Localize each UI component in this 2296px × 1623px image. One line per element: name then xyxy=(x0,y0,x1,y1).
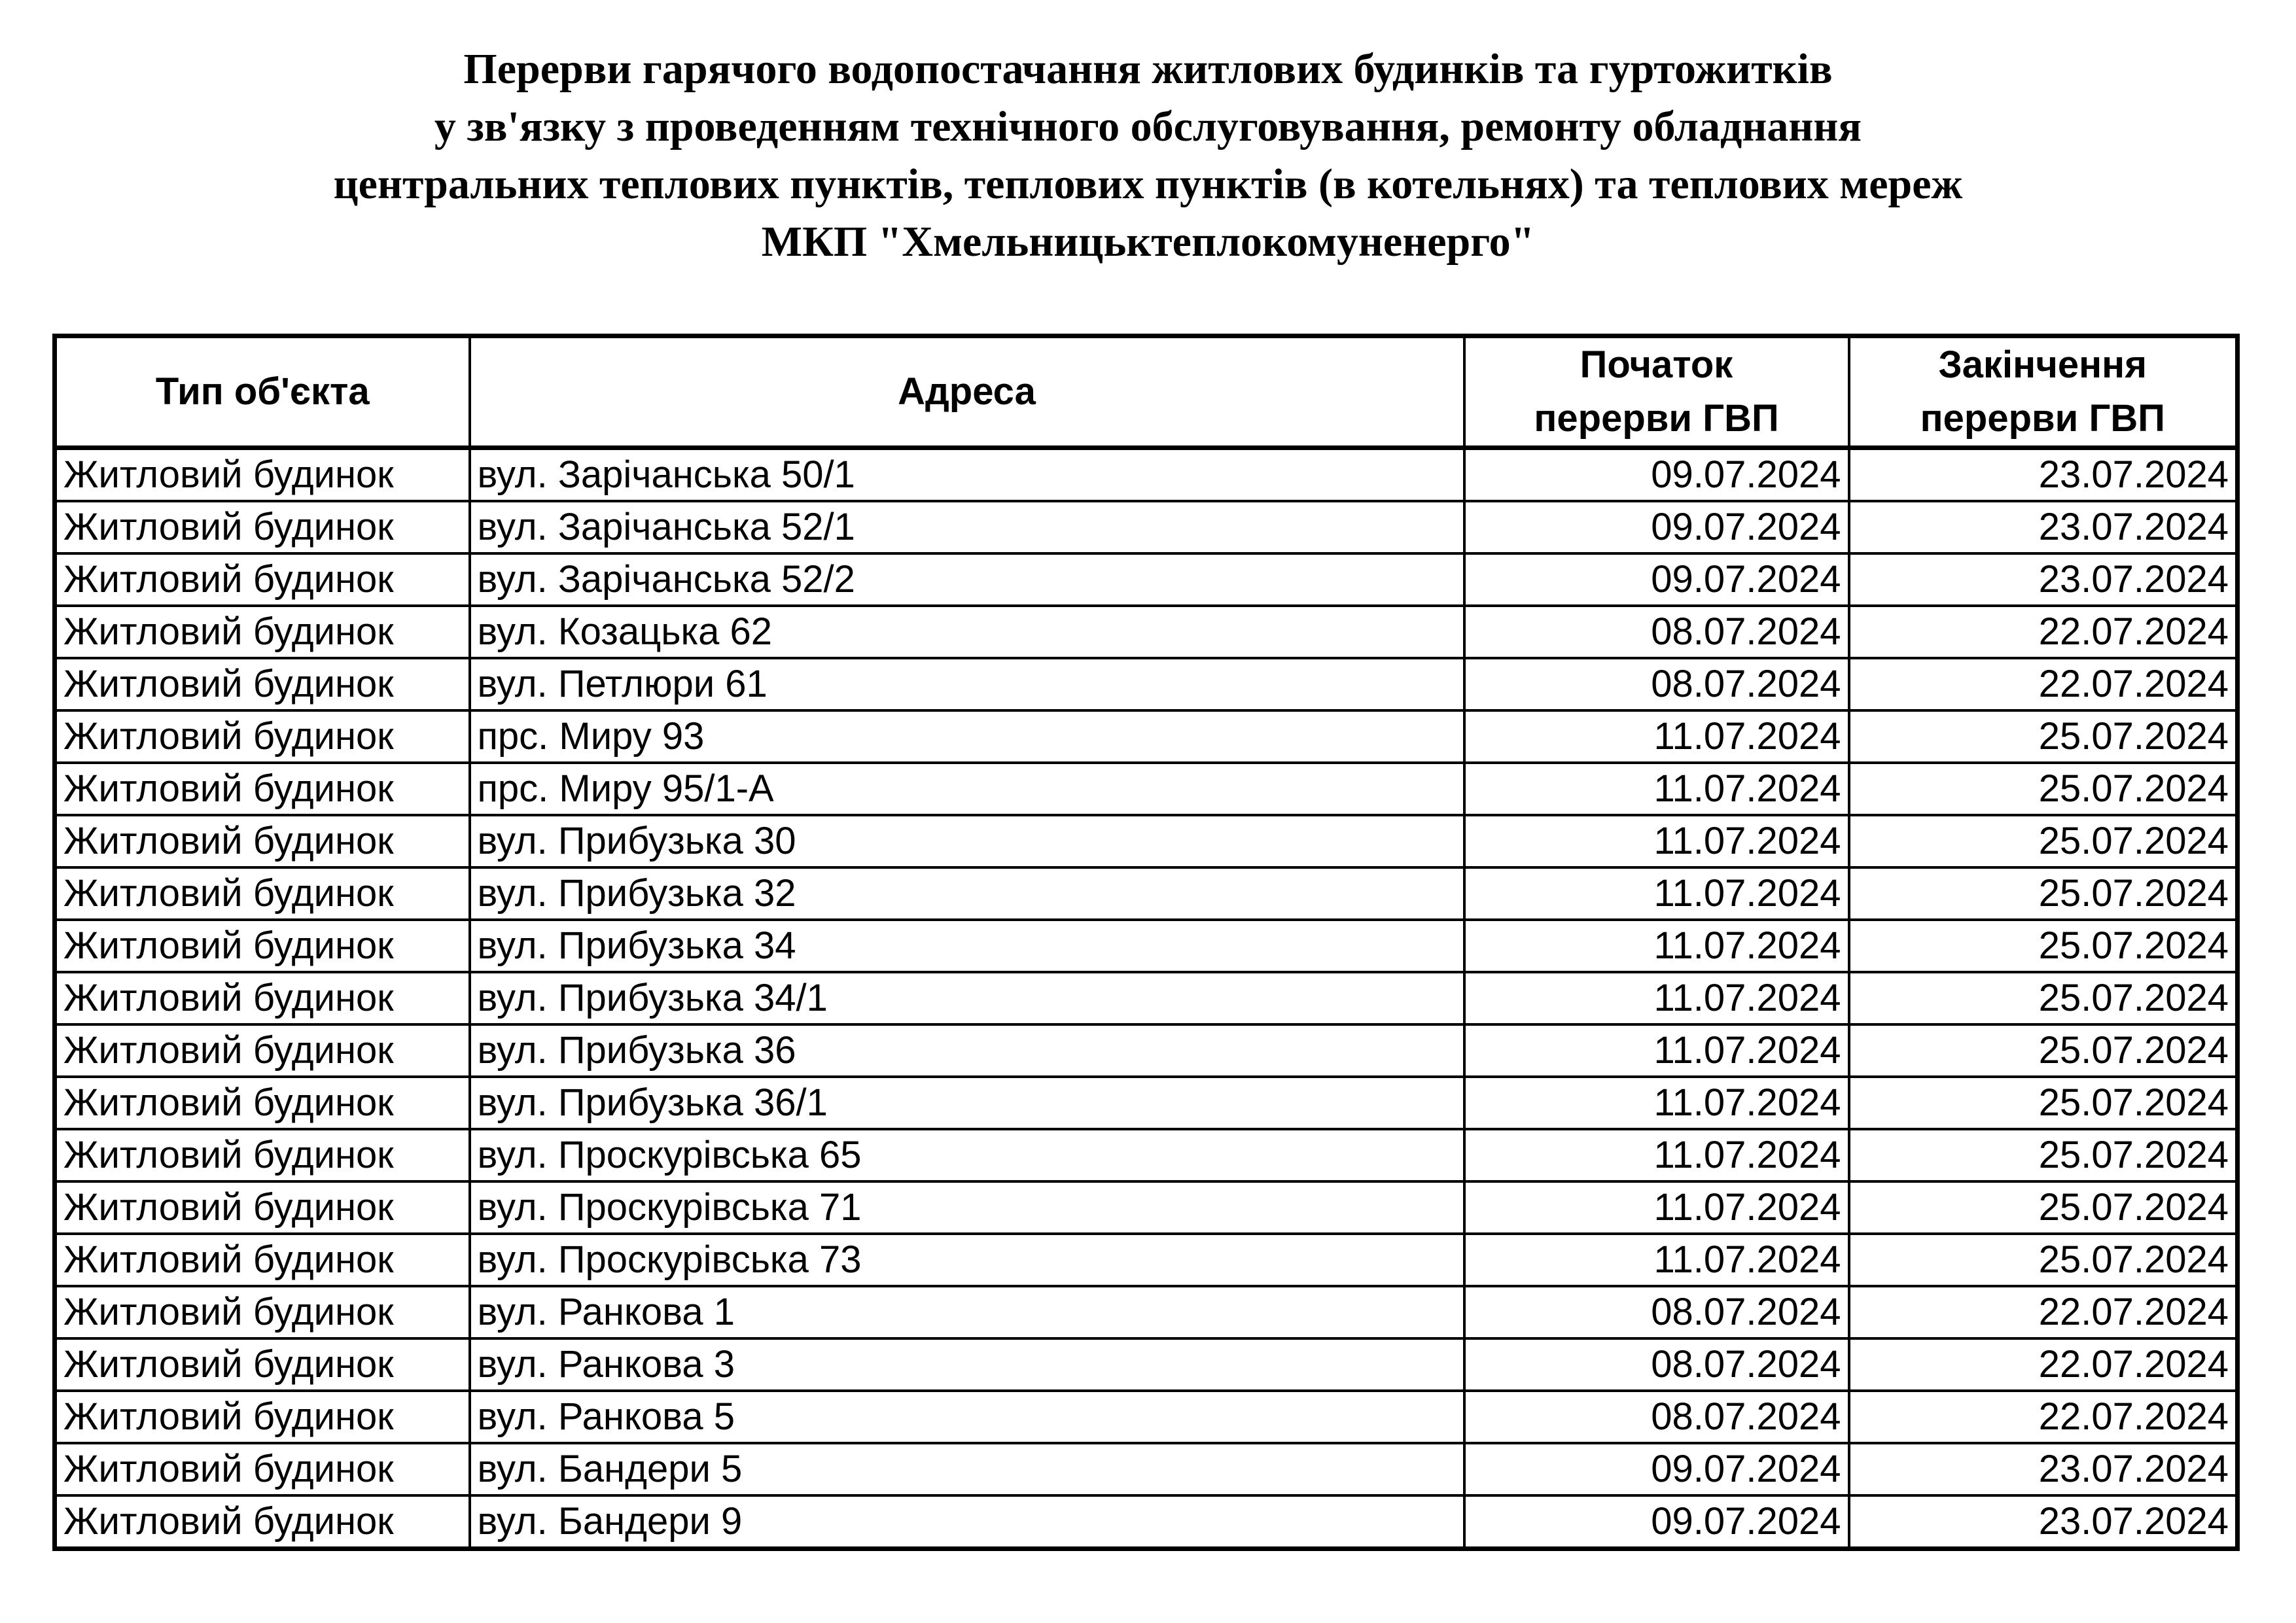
cell-object-type: Житловий будинок xyxy=(55,1338,470,1391)
table-row xyxy=(55,1181,2238,1234)
table-row xyxy=(55,710,2238,763)
cell-start-date: 08.07.2024 xyxy=(1464,1286,1849,1338)
outage-schedule-table xyxy=(52,334,2240,1551)
cell-address: вул. Прибузька 30 xyxy=(470,815,1464,867)
cell-end-date: 25.07.2024 xyxy=(1849,763,2238,815)
cell-address: вул. Прибузька 32 xyxy=(470,867,1464,920)
cell-start-date: 11.07.2024 xyxy=(1464,815,1849,867)
cell-address: вул. Прибузька 36 xyxy=(470,1024,1464,1077)
cell-object-type: Житловий будинок xyxy=(55,1129,470,1181)
cell-start-date: 11.07.2024 xyxy=(1464,1024,1849,1077)
table-header-row xyxy=(55,336,2238,448)
cell-object-type: Житловий будинок xyxy=(55,1181,470,1234)
cell-object-type: Житловий будинок xyxy=(55,553,470,606)
table-row xyxy=(55,920,2238,972)
cell-end-date: 23.07.2024 xyxy=(1849,448,2238,502)
table-row xyxy=(55,606,2238,658)
title-line-3: центральних теплових пунктів, теплових пунктів (в котельнях) та теплових мереж xyxy=(333,160,1963,208)
table-row xyxy=(55,1129,2238,1181)
cell-start-date: 11.07.2024 xyxy=(1464,1181,1849,1234)
cell-address: вул. Козацька 62 xyxy=(470,606,1464,658)
cell-start-date: 09.07.2024 xyxy=(1464,1443,1849,1495)
cell-start-date: 11.07.2024 xyxy=(1464,920,1849,972)
header-end-line-2: перерви ГВП xyxy=(1920,397,2165,440)
table-row xyxy=(55,763,2238,815)
cell-end-date: 22.07.2024 xyxy=(1849,1338,2238,1391)
title-line-4: МКП "Хмельницьктеплокомуненерго" xyxy=(761,218,1535,266)
cell-start-date: 09.07.2024 xyxy=(1464,553,1849,606)
cell-address: вул. Проскурівська 71 xyxy=(470,1181,1464,1234)
cell-object-type: Житловий будинок xyxy=(55,1443,470,1495)
table-row xyxy=(55,1391,2238,1443)
cell-start-date: 11.07.2024 xyxy=(1464,972,1849,1024)
cell-end-date: 23.07.2024 xyxy=(1849,1495,2238,1549)
cell-address: вул. Ранкова 5 xyxy=(470,1391,1464,1443)
header-address: Адреса xyxy=(470,336,1464,448)
header-end-date xyxy=(1849,336,2238,448)
cell-end-date: 22.07.2024 xyxy=(1849,658,2238,710)
cell-object-type: Житловий будинок xyxy=(55,815,470,867)
cell-address: вул. Проскурівська 65 xyxy=(470,1129,1464,1181)
cell-object-type: Житловий будинок xyxy=(55,1234,470,1286)
cell-address: вул. Зарічанська 52/2 xyxy=(470,553,1464,606)
cell-end-date: 25.07.2024 xyxy=(1849,1129,2238,1181)
header-start-date xyxy=(1464,336,1849,448)
table-row xyxy=(55,1286,2238,1338)
cell-address: вул. Бандери 5 xyxy=(470,1443,1464,1495)
cell-object-type: Житловий будинок xyxy=(55,1495,470,1549)
cell-end-date: 25.07.2024 xyxy=(1849,710,2238,763)
cell-address: вул. Прибузька 36/1 xyxy=(470,1077,1464,1129)
cell-address: вул. Прибузька 34 xyxy=(470,920,1464,972)
table-row xyxy=(55,1024,2238,1077)
cell-start-date: 08.07.2024 xyxy=(1464,606,1849,658)
cell-object-type: Житловий будинок xyxy=(55,763,470,815)
cell-object-type: Житловий будинок xyxy=(55,501,470,553)
table-row xyxy=(55,658,2238,710)
cell-end-date: 22.07.2024 xyxy=(1849,1391,2238,1443)
cell-object-type: Житловий будинок xyxy=(55,1077,470,1129)
cell-object-type: Житловий будинок xyxy=(55,448,470,502)
table-row xyxy=(55,501,2238,553)
cell-start-date: 11.07.2024 xyxy=(1464,1129,1849,1181)
cell-address: вул. Петлюри 61 xyxy=(470,658,1464,710)
cell-start-date: 08.07.2024 xyxy=(1464,1391,1849,1443)
document-title xyxy=(0,41,2296,271)
header-start-line-1: Початок xyxy=(1580,343,1733,386)
header-end-line-1: Закінчення xyxy=(1938,343,2147,386)
cell-start-date: 11.07.2024 xyxy=(1464,763,1849,815)
cell-start-date: 11.07.2024 xyxy=(1464,1077,1849,1129)
cell-object-type: Житловий будинок xyxy=(55,1024,470,1077)
cell-address: прс. Миру 95/1-А xyxy=(470,763,1464,815)
header-object-type: Тип об'єкта xyxy=(55,336,470,448)
table-row xyxy=(55,1234,2238,1286)
cell-end-date: 25.07.2024 xyxy=(1849,1181,2238,1234)
cell-object-type: Житловий будинок xyxy=(55,606,470,658)
cell-end-date: 25.07.2024 xyxy=(1849,815,2238,867)
cell-address: вул. Бандери 9 xyxy=(470,1495,1464,1549)
table-row xyxy=(55,553,2238,606)
cell-address: вул. Зарічанська 52/1 xyxy=(470,501,1464,553)
cell-end-date: 22.07.2024 xyxy=(1849,1286,2238,1338)
cell-address: вул. Ранкова 3 xyxy=(470,1338,1464,1391)
cell-start-date: 08.07.2024 xyxy=(1464,658,1849,710)
table-row xyxy=(55,867,2238,920)
cell-end-date: 23.07.2024 xyxy=(1849,501,2238,553)
cell-end-date: 25.07.2024 xyxy=(1849,1234,2238,1286)
cell-object-type: Житловий будинок xyxy=(55,1391,470,1443)
cell-address: вул. Прибузька 34/1 xyxy=(470,972,1464,1024)
cell-start-date: 09.07.2024 xyxy=(1464,501,1849,553)
cell-end-date: 22.07.2024 xyxy=(1849,606,2238,658)
table-row xyxy=(55,1077,2238,1129)
cell-object-type: Житловий будинок xyxy=(55,1286,470,1338)
cell-object-type: Житловий будинок xyxy=(55,867,470,920)
cell-object-type: Житловий будинок xyxy=(55,920,470,972)
table-row xyxy=(55,972,2238,1024)
cell-start-date: 08.07.2024 xyxy=(1464,1338,1849,1391)
table-body xyxy=(55,448,2238,1549)
cell-end-date: 25.07.2024 xyxy=(1849,1077,2238,1129)
cell-end-date: 25.07.2024 xyxy=(1849,1024,2238,1077)
cell-address: вул. Зарічанська 50/1 xyxy=(470,448,1464,502)
cell-address: прс. Миру 93 xyxy=(470,710,1464,763)
table-row xyxy=(55,1443,2238,1495)
cell-address: вул. Проскурівська 73 xyxy=(470,1234,1464,1286)
cell-object-type: Житловий будинок xyxy=(55,710,470,763)
title-line-2: у зв'язку з проведенням технічного обслуговування, ремонту обладнання xyxy=(434,103,1862,150)
cell-end-date: 25.07.2024 xyxy=(1849,920,2238,972)
table-row xyxy=(55,815,2238,867)
cell-end-date: 23.07.2024 xyxy=(1849,553,2238,606)
cell-start-date: 09.07.2024 xyxy=(1464,448,1849,502)
header-start-line-2: перерви ГВП xyxy=(1534,397,1779,440)
table-row xyxy=(55,448,2238,502)
cell-start-date: 11.07.2024 xyxy=(1464,867,1849,920)
cell-object-type: Житловий будинок xyxy=(55,972,470,1024)
cell-object-type: Житловий будинок xyxy=(55,658,470,710)
cell-start-date: 11.07.2024 xyxy=(1464,710,1849,763)
cell-address: вул. Ранкова 1 xyxy=(470,1286,1464,1338)
cell-end-date: 25.07.2024 xyxy=(1849,972,2238,1024)
cell-end-date: 25.07.2024 xyxy=(1849,867,2238,920)
cell-start-date: 11.07.2024 xyxy=(1464,1234,1849,1286)
title-line-1: Перерви гарячого водопостачання житлових будинків та гуртожитків xyxy=(463,45,1833,93)
cell-start-date: 09.07.2024 xyxy=(1464,1495,1849,1549)
table-row xyxy=(55,1495,2238,1549)
table-row xyxy=(55,1338,2238,1391)
cell-end-date: 23.07.2024 xyxy=(1849,1443,2238,1495)
